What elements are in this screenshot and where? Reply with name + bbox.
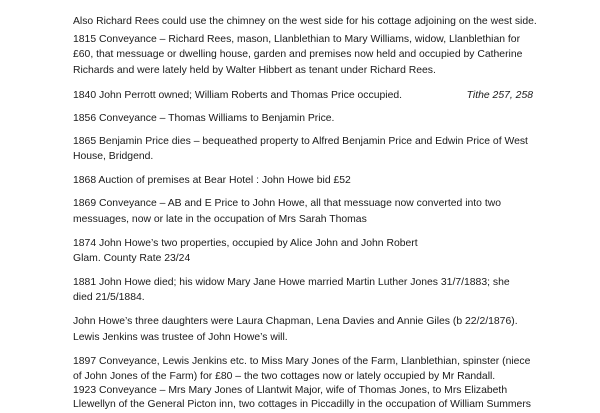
entry-1815-line-2: £60, that messuage or dwelling house, garden and premises now held and occupied by Catherine: [73, 49, 523, 60]
entry-1881-line-2: died 21/5/1884.: [73, 292, 145, 303]
entry-1869-line-1: 1869 Conveyance – AB and E Price to John Howe, all that messuage now converted into two: [73, 198, 502, 209]
entry-1815-line-3: Richards and were lately held by Walter Hibbert as tenant under Richard Rees.: [73, 65, 436, 76]
entry-1881-line-1: 1881 John Howe died; his widow Mary Jane Howe married Martin Luther Jones 31/7/1883; she: [73, 277, 510, 288]
entry-1874-line-2: Glam. County Rate 23/24: [73, 253, 191, 264]
daughters-line-1: John Howe’s three daughters were Laura Chapman, Lena Davies and Annie Giles (b 22/2/1876).: [73, 316, 518, 327]
daughters-line-2: Lewis Jenkins was trustee of John Howe’s will.: [73, 332, 288, 343]
entry-1840-tithe: Tithe 257, 258: [466, 90, 533, 101]
entry-1840-text: 1840 John Perrott owned; William Roberts and Thomas Price occupied.: [73, 90, 403, 101]
entry-1840: [73, 88, 533, 104]
entry-1865-line-2: House, Bridgend.: [73, 151, 154, 162]
entry-west-side: Also Richard Rees could use the chimney on the west side for his cottage adjoining on the west side.: [73, 16, 537, 27]
entry-1923-line-2: Llewellyn of the General Picton inn, two cottages in Piccadilly in the occupation of William Summers: [73, 399, 531, 410]
entry-1868: 1868 Auction of premises at Bear Hotel : John Howe bid £52: [73, 175, 351, 186]
entry-1856: 1856 Conveyance – Thomas Williams to Benjamin Price.: [73, 113, 335, 124]
entry-1923-line-1: 1923 Conveyance – Mrs Mary Jones of Llantwit Major, wife of Thomas Jones, to Mrs Elizabeth: [73, 385, 508, 396]
entry-1897-line-2: of John Jones of the Farm) for £80 – the two cottages now or lately occupied by Mr Randall.: [73, 371, 496, 382]
entry-1897-line-1: 1897 Conveyance, Lewis Jenkins etc. to Miss Mary Jones of the Farm, Llanblethian, spinster (niece: [73, 356, 531, 367]
entry-1869-line-2: messuages, now or late in the occupation of Mrs Sarah Thomas: [73, 214, 367, 225]
entry-1874-line-1: 1874 John Howe’s two properties, occupied by Alice John and John Robert: [73, 238, 418, 249]
entry-1865-line-1: 1865 Benjamin Price dies – bequeathed property to Alfred Benjamin Price and Edwin Price of West: [73, 136, 528, 147]
entry-1815-line-1: 1815 Conveyance – Richard Rees, mason, Llanblethian to Mary Williams, widow, Llanblethian for: [73, 34, 521, 45]
